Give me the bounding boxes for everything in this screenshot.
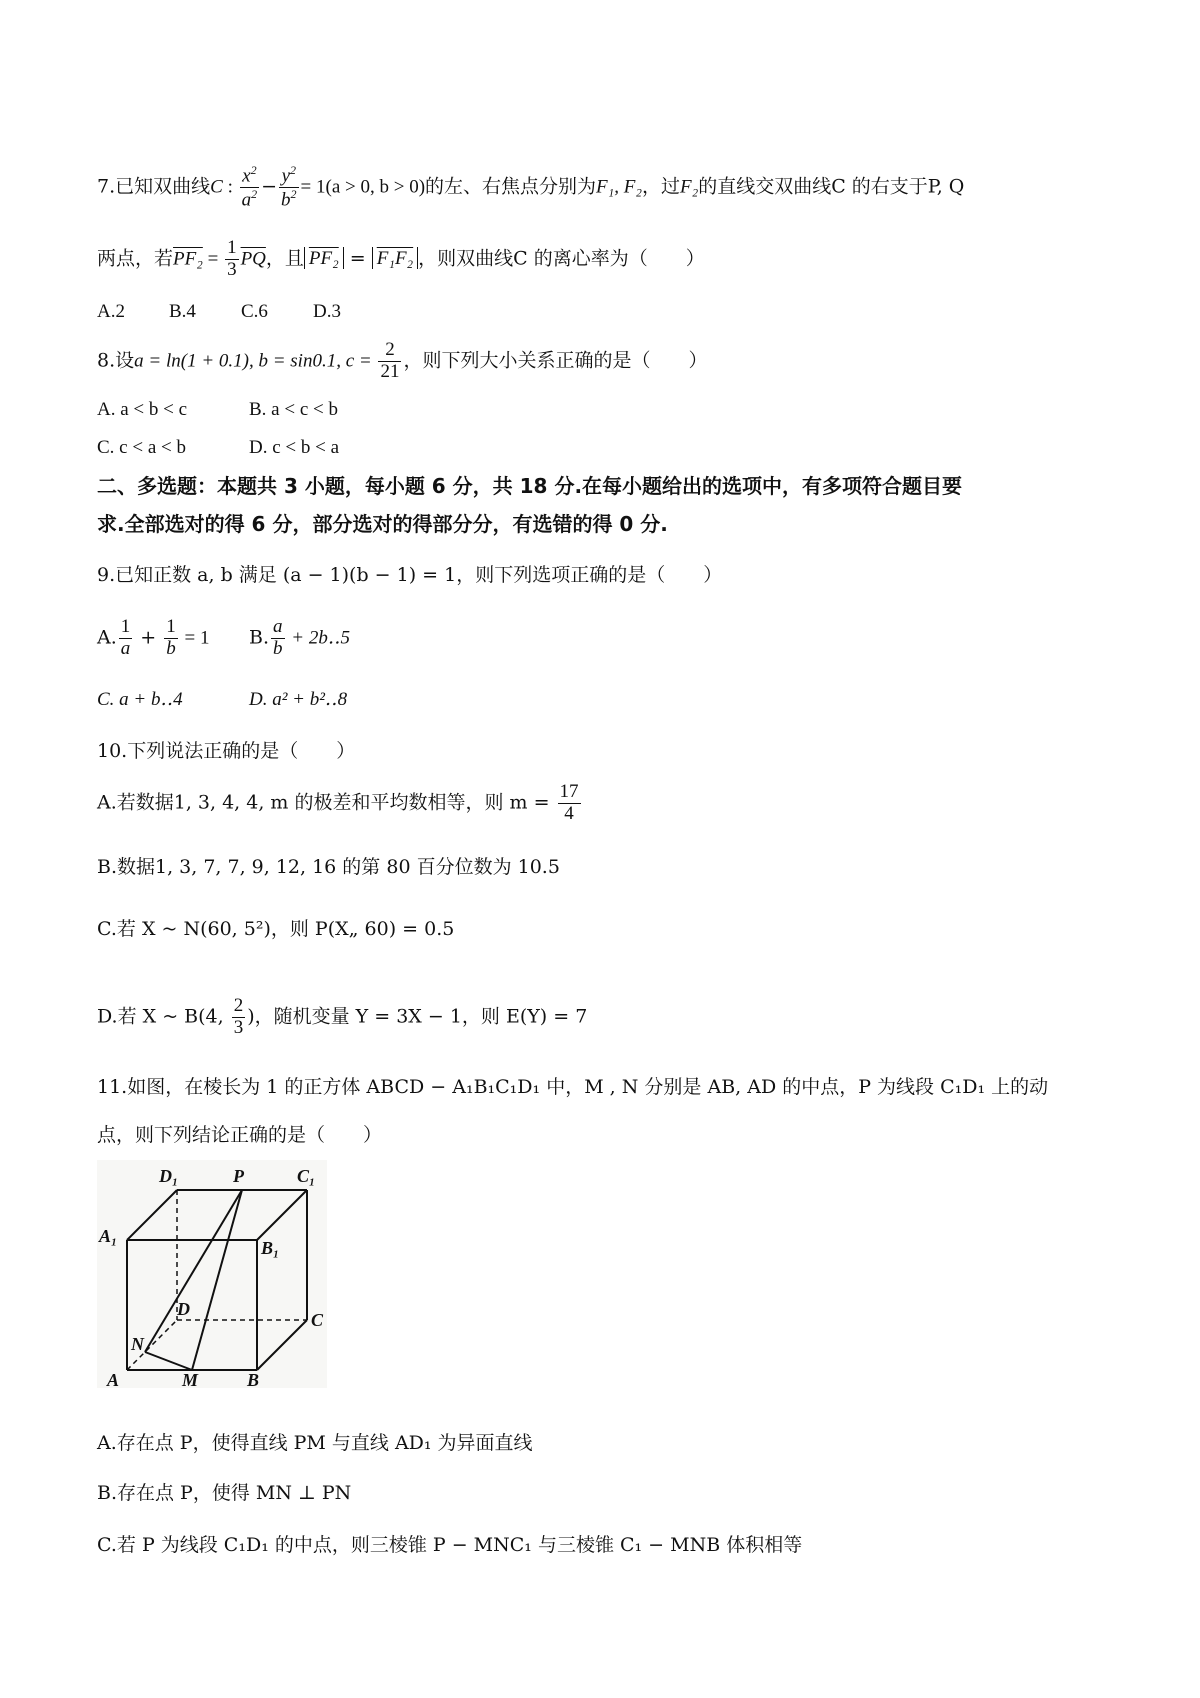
cube-figure: [97, 1160, 327, 1388]
q7-option-c: C.6: [241, 301, 268, 322]
q7-f2: F₂: [679, 176, 699, 198]
q8-option-c: C. c < a < b: [97, 437, 186, 458]
label-p: P: [233, 1166, 244, 1186]
label-n: N: [131, 1334, 144, 1354]
q8-option-d: D. c < b < a: [249, 437, 340, 458]
q8-option-a: A. a < b < c: [97, 399, 188, 420]
q7-frac-third: [225, 238, 239, 281]
q9-b-fn: a: [273, 616, 283, 637]
q7-x: x: [242, 165, 251, 187]
label-b: B: [247, 1370, 260, 1388]
q7-b: b: [281, 189, 291, 211]
q9-options-row1: [97, 617, 350, 660]
q7-line1: 7.已知双曲线C : $\frac{x^2}{a^2}$ − $\frac{y^2}{b^2}$ = 1(a > 0, b > 0)的左、右焦点分别为F₁, F₂，过F₂的直线交双曲线C 的右支于P, Q: [97, 163, 965, 211]
q11-option-a: A.存在点 P，使得直线 PM 与直线 AD₁ 为异面直线: [97, 1432, 533, 1454]
q7-frac-num: 1: [227, 237, 237, 258]
q10-d-end: )，随机变量 Y = 3X − 1，则 E(Y) = 7: [247, 1005, 588, 1028]
q10-a-fn: 17: [559, 781, 579, 802]
q9-a-f1d: a: [120, 637, 131, 659]
q7-text: 7.已知双曲线: [97, 175, 211, 198]
q8-options-row2: [97, 438, 339, 457]
q9-a-frac2: [164, 617, 178, 660]
q10-a-text: A.若数据1, 3, 4, 4, m 的极差和平均数相等，则 m =: [97, 791, 556, 814]
q7-frac-x: $\frac{x^2}{a^2}$: [241, 163, 258, 211]
q9-option-b: [249, 617, 350, 660]
q9-b-frac: [271, 617, 285, 660]
q7-options: [97, 302, 341, 321]
q9-option-d: D. a² + b²‥8: [249, 689, 348, 710]
label-d: D: [177, 1299, 190, 1319]
q7-option-b: B.4: [169, 301, 196, 322]
q7-option-a: A.2: [97, 301, 125, 322]
q8-option-b: B. a < c < b: [249, 399, 338, 420]
q7-line2-mid: ，且: [265, 247, 304, 270]
q8-frac-den: 21: [380, 360, 400, 382]
q8-options-row1: [97, 400, 338, 419]
q7-line2-end: ，则双曲线C 的离心率为（ ）: [418, 247, 705, 270]
q9-b-fd: b: [273, 637, 283, 659]
q9-option-a: [97, 617, 249, 660]
label-m: M: [182, 1370, 199, 1388]
segment-nm: [145, 1352, 192, 1370]
q7-vec-pq: $\overline{PQ}$: [240, 248, 266, 270]
segment-pn: [145, 1190, 242, 1352]
q7-vec-pf2: PF₂: [173, 248, 203, 270]
segment-pm: [192, 1190, 242, 1370]
q10-option-a: [97, 782, 583, 825]
q11-stem-line2: 点，则下列结论正确的是（ ）: [97, 1124, 383, 1146]
q9-b-end: + 2b‥5: [286, 627, 351, 649]
label-a: A: [107, 1370, 120, 1388]
q7-text-end: 的直线交双曲线C 的右支于P, Q: [698, 175, 965, 198]
q8-stem-pre: 8.设: [97, 349, 135, 372]
q10-d-fn: 2: [233, 995, 244, 1016]
q7-abs-f1f2: F₁F₂: [376, 248, 414, 270]
q11-stem-line1: 11.如图，在棱长为 1 的正方体 ABCD − A₁B₁C₁D₁ 中，M , N 分别是 AB, AD 的中点，P 为线段 C₁D₁ 上的动: [97, 1076, 1049, 1098]
q8-frac-num: 2: [378, 340, 401, 362]
q8-stem-end: ，则下列大小关系正确的是（ ）: [403, 349, 708, 372]
q7-eq-rest: = 1(a > 0, b > 0): [300, 176, 426, 198]
q10-d-pre: D.若 X ~ B(4,: [97, 1005, 230, 1028]
q10-d-fd: 3: [233, 1016, 244, 1038]
q7-equals: =: [202, 248, 224, 270]
q7-a: a: [241, 189, 252, 211]
section2-heading-line1: 二、多选题：本题共 3 小题，每小题 6 分，共 18 分.在每小题给出的选项中，有多项符合题目要: [97, 474, 963, 498]
q10-option-b: B.数据1, 3, 7, 7, 9, 12, 16 的第 80 百分位数为 10.5: [97, 856, 560, 878]
edge-a1d1: [127, 1190, 177, 1240]
q11-option-c: C.若 P 为线段 C₁D₁ 的中点，则三棱锥 P − MNC₁ 与三棱锥 C₁ − MNB 体积相等: [97, 1534, 803, 1556]
q10-d-frac: [232, 996, 246, 1039]
q9-a-end: = 1: [179, 627, 210, 649]
edge-b1c1: [257, 1190, 307, 1240]
q7-frac-den: 3: [227, 258, 237, 280]
q9-option-b-label: B.: [249, 626, 270, 649]
q9-option-a-label: A.: [97, 626, 117, 649]
q11-option-b: B.存在点 P，使得 MN ⊥ PN: [97, 1482, 352, 1504]
q8-stem: [97, 340, 707, 383]
q9-a-f1n: 1: [120, 616, 131, 637]
label-d1: D₁: [159, 1166, 179, 1186]
q9-a-frac1: [119, 617, 133, 660]
q9-stem: 9.已知正数 a, b 满足 (a − 1)(b − 1) = 1，则下列选项正确的是（ ）: [97, 564, 723, 586]
q9-a-plus: +: [134, 626, 163, 649]
q7-curve-name: C: [210, 176, 223, 198]
q7-text-mid2: ，过: [641, 175, 680, 198]
label-b1: B₁: [261, 1238, 280, 1258]
q8-frac: [378, 340, 401, 383]
q7-colon: :: [222, 176, 238, 198]
q9-option-c: C. a + b‥4: [97, 689, 183, 710]
q8-expr: a = ln(1 + 0.1), b = sin0.1, c =: [134, 350, 377, 372]
q7-y: y: [281, 165, 290, 187]
q10-a-frac: [558, 782, 581, 825]
q7-line2-pre: 两点，若: [97, 247, 174, 270]
q7-frac-y: $\frac{y^2}{b^2}$: [281, 163, 297, 211]
edge-bc: [257, 1320, 307, 1370]
q10-a-fd: 4: [564, 802, 574, 824]
cube-diagram: [97, 1160, 327, 1388]
q7-line2: 两点，若PF₂ = $\frac{1}{3}$ $\overline{PQ}$，且 PF₂ = F₁F₂ ，则双曲线C 的离心率为（ ）: [97, 237, 705, 280]
q9-options-row2: [97, 690, 347, 709]
q9-a-f2n: 1: [166, 616, 176, 637]
label-a1: A₁: [99, 1226, 118, 1246]
q10-stem: 10.下列说法正确的是（ ）: [97, 740, 356, 762]
section2-heading-line2: 求.全部选对的得 6 分，部分选对的得部分分，有选错的得 0 分.: [97, 512, 668, 536]
q7-text-mid: 的左、右焦点分别为: [425, 175, 597, 198]
q10-option-d: [97, 996, 587, 1039]
q7-foci: F₁, F₂: [596, 176, 642, 198]
q7-abs-pf2: PF₂: [308, 248, 339, 270]
q10-option-c: C.若 X ~ N(60, 5²)，则 P(X„ 60) = 0.5: [97, 918, 455, 940]
q7-option-d: D.3: [313, 301, 341, 322]
q9-a-f2d: b: [166, 637, 176, 659]
label-c: C: [311, 1310, 324, 1330]
label-c1: C₁: [297, 1166, 316, 1186]
